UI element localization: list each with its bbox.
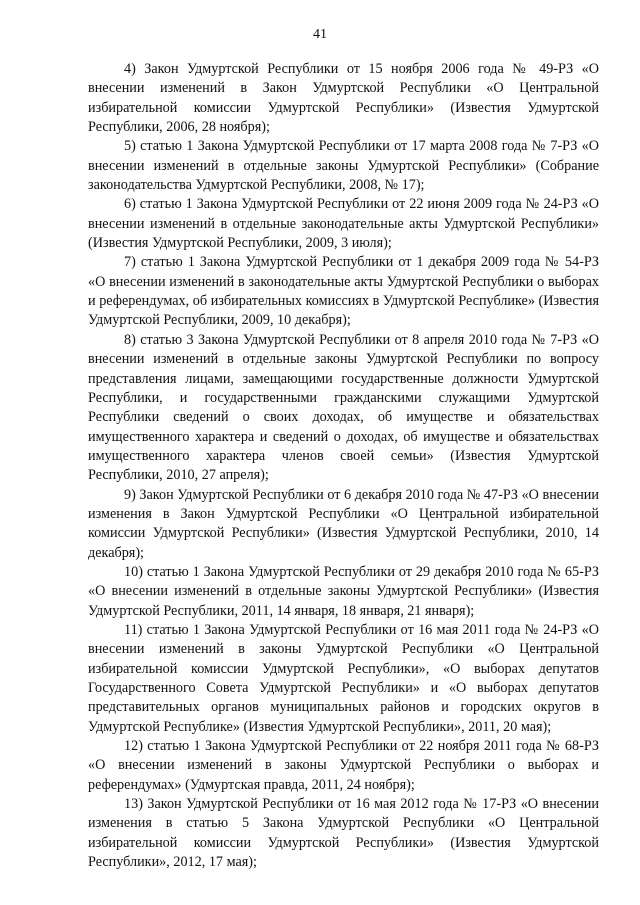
list-item-7: 7) статью 1 Закона Удмуртской Республики от 1 декабря 2009 года № 54-РЗ «О внесении изменений в законодательные акты Удмуртской Республики о выборах и референдумах, об избирательных комиссиях в Удмуртской Республике» (Известия Удмуртской Республики, 2009, 10 декабря); xyxy=(88,254,599,329)
list-item-4: 4) Закон Удмуртской Республики от 15 ноября 2006 года № 49-РЗ «О внесении изменений в Закон Удмуртской Республики «О Центральной избирательной комиссии Удмуртской Республики» (Известия Удмуртской Республики, 2006, 28 ноября); xyxy=(88,61,599,136)
list-item-5: 5) статью 1 Закона Удмуртской Республики от 17 марта 2008 года № 7-РЗ «О внесении изменений в отдельные законы Удмуртской Республики» (Собрание законодательства Удмуртской Республики, 2008, № 17); xyxy=(88,138,599,194)
list-item-10: 10) статью 1 Закона Удмуртской Республики от 29 декабря 2010 года № 65-РЗ «О внесении изменений в отдельные законы Удмуртской Республики» (Известия Удмуртской Республики, 2011, 14 января, 18 января, 21 января); xyxy=(88,563,599,619)
list-item-12: 12) статью 1 Закона Удмуртской Республики от 22 ноября 2011 года № 68-РЗ «О внесении изменений в законы Удмуртской Республики о выборах и референдумах» (Удмуртская правда, 2011, 24 ноября); xyxy=(88,738,599,793)
list-item-6: 6) статью 1 Закона Удмуртской Республики от 22 июня 2009 года № 24-РЗ «О внесении изменений в отдельные законодательные акты Удмуртской Республики» (Известия Удмуртской Республики, 2009, 3 июля); xyxy=(88,196,599,252)
list-item-8: 8) статью 3 Закона Удмуртской Республики от 8 апреля 2010 года № 7-РЗ «О внесении изменений в отдельные законы Удмуртской Республики по вопросу представления лицами, замещающими государственные должности Удмуртской Республики, и государственными гражданскими служащими Удмуртской Республики сведений о своих доходах, об имуществе и обязательствах имущественного характера и сведений о доходах, об имуществе и обязательствах имущественного характера членов своей семьи» (Известия Удмуртской Республики, 2010, 27 апреля); xyxy=(88,331,599,484)
list-item-9: 9) Закон Удмуртской Республики от 6 декабря 2010 года № 47-РЗ «О внесении изменения в Закон Удмуртской Республики «О Центральной избирательной комиссии Удмуртской Республики» (Известия Удмуртской Республики, 2010, 14 декабря); xyxy=(88,486,599,561)
document-body xyxy=(88,60,599,872)
page-number: 41 xyxy=(313,27,327,42)
list-item-13: 13) Закон Удмуртской Республики от 16 мая 2012 года № 17-РЗ «О внесении изменения в статью 5 Закона Удмуртской Республики «О Центральной избирательной комиссии Удмуртской Республики» (Известия Удмуртской Республики», 2012, 17 мая); xyxy=(88,796,599,871)
list-item-11: 11) статью 1 Закона Удмуртской Республики от 16 мая 2011 года № 24-РЗ «О внесении изменений в законы Удмуртской Республики «О Центральной избирательной комиссии Удмуртской Республики», «О выборах депутатов Государственного Совета Удмуртской Республики» и «О выборах депутатов представительных органов муниципальных районов и городских округов в Удмуртской Республике» (Известия Удмуртской Республики», 2011, 20 мая); xyxy=(88,621,599,735)
